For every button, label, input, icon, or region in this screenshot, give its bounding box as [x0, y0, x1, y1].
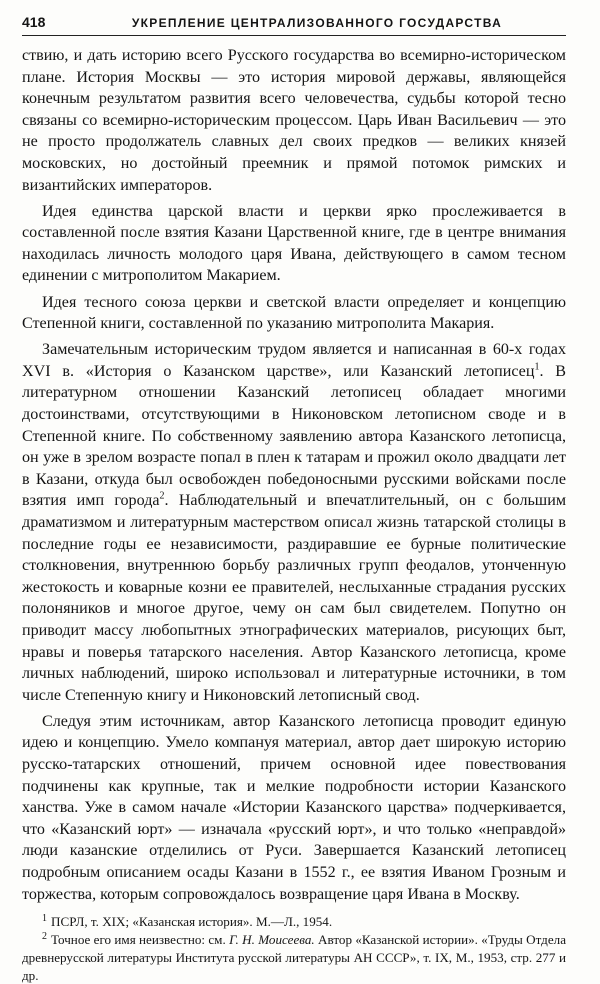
- footnote: $^1$ ПСРЛ, т. XIX; «Казанская история». М.—Л., 1954.: [42, 912, 333, 930]
- footnote-ref: 2: [159, 491, 165, 503]
- footnotes: [22, 913, 566, 984]
- footnote-number: 1: [42, 912, 47, 924]
- page-header: [22, 14, 566, 36]
- footnote-author: Г. Н. Моисеева.: [229, 931, 315, 947]
- footnote-ref: 1: [534, 361, 540, 373]
- paragraph: Идея тесного союза церкви и светской власти определяет и концепцию Степенной книги, составленной по указанию митрополита Макария.: [22, 293, 566, 333]
- footnote-number: 2: [42, 930, 47, 942]
- page-number: 418: [22, 14, 46, 30]
- body-text: [22, 45, 566, 905]
- footnote: $^2$ Точное его имя неизвестно: см. Г. Н. Моисеева. Автор «Казанской истории». «Труды Отдела древнерусской литературы Института русской литературы АН СССР», т. IX, М., 1953, стр. 277 и др.: [22, 930, 567, 983]
- paragraph: Идея единства царской власти и церкви ярко прослеживается в составленной после взятия Казани Царственной книге, где в центре внимания находилась личность молодого царя Ивана, действующего в самом тесном единении с митрополитом Макарием.: [22, 202, 566, 285]
- paragraph: ствию, и дать историю всего Русского государства во всемирно-историческом плане. История Москвы — это история мировой державы, являющейся конечным результатом развития всего человечества, судьбы которой тесно связаны со всемирно-историческим процессом. Царь Иван Васильевич — это не просто продолжатель славных дел своих предков — великих князей московских, но достойный преемник и прямой потомок римских и византийских императоров.: [22, 47, 566, 194]
- paragraph: Замечательным историческим трудом является и написанная в 60-х годах XVI в. «История о Казанском царстве», или Казанский летописец$^1$. В литературном отношении Казанский летописец обладает многими достоинствами, отсутствующими в Никоновском летописном своде и в Степенной книге. По собственному заявлению автора Казанского летописца, он уже в зрелом возрасте попал в плен к татарам и прожил около двадцати лет в Казани, откуда был освобожден победоносными русскими войсками после взятия имп города$^2$. Наблюдательный и впечатлительный, он с большим драматизмом и литературным мастерством описал жизнь татарской столицы в последние годы ее независимости, раздиравшие ее бурные политические столкновения, внутреннюю борьбу различных групп феодалов, утонченную жестокость и коварные козни ее правителей, неслыханные страдания русских полоняников и многое другое, чему он сам был свидетелем. Попутно он приводит массу любопытных этнографических материалов, рисующих быт, нравы и поверья татарского населения. Автор Казанского летописца, кроме личных наблюдений, широко использовал и литературные источники, в том числе Степенную книгу и Никоновский летописный свод.: [22, 341, 567, 704]
- running-title: УКРЕПЛЕНИЕ ЦЕНТРАЛИЗОВАННОГО ГОСУДАРСТВА: [131, 16, 503, 30]
- paragraph: Следуя этим источникам, автор Казанского летописца проводит единую идею и концепцию. Умело компануя материал, автор дает широкую историю русско-татарских отношений, причем основной идее повествования подчинены как крупные, так и мелкие подробности истории Казанского ханства. Уже в самом начале «Истории Казанского царства» подчеркивается, что «Казанский юрт» — изначала «русский юрт», и что только «неправдой» люди казанские отделились от Руси. Завершается Казанский летописец подробным описанием осады Казани в 1552 г., ее взятия Иваном Грозным и торжества, которым сопровождалось возвращение царя Ивана в Москву.: [22, 712, 566, 903]
